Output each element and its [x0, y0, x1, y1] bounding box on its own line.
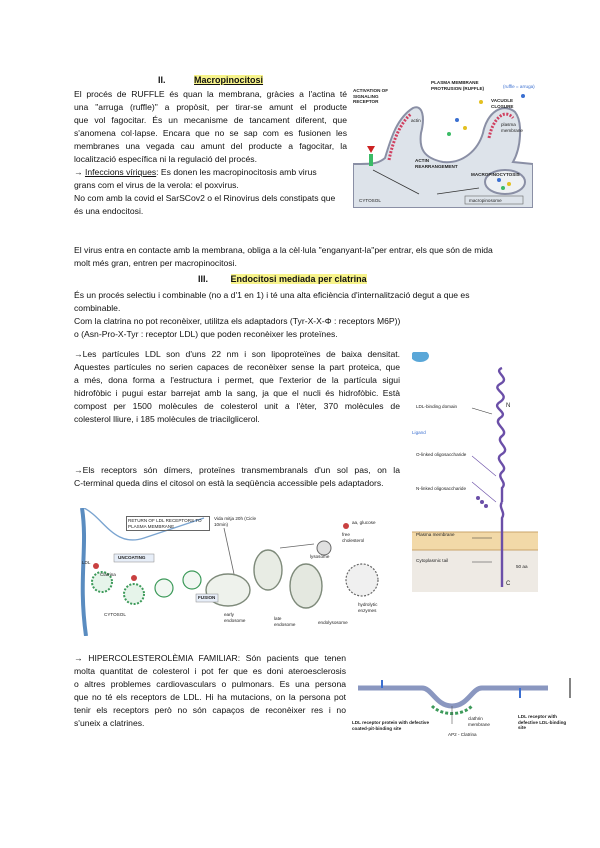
- label-uncoating: UNCOATING: [118, 555, 146, 560]
- text-line: compost per 1500 molècules de colesterol unit a l'èter, 370 molècules de: [74, 401, 400, 411]
- ldl-cycle-figure: [74, 508, 400, 636]
- text-line: →Les partícules LDL son d'uns 22 nm i son lipoproteïnes de baixa densitat.: [74, 349, 400, 359]
- text-line: s'uneix a clatrines.: [74, 718, 145, 728]
- label-half-life: Vida mitja 20h (Cicle 10min): [214, 516, 257, 527]
- label-actin: actin: [411, 118, 421, 123]
- label-defect-1: LDL receptor protein with defective coated-pit-binding site: [352, 720, 430, 731]
- label-macropinosome: macropinosome: [469, 198, 502, 203]
- label-protrusion: PLASMA MEMBRANE PROTRUSION (RUFFLE): [431, 80, 485, 91]
- receptor-paragraph: [74, 464, 400, 490]
- infections-line: [74, 166, 347, 179]
- section2-heading: [158, 74, 263, 87]
- arrow-symbol: →: [74, 167, 83, 177]
- text-line: una "arruga (ruffle)" a propòsit, per tirar-se amunt el producte: [74, 102, 347, 112]
- text-line: molt més gran, entren per macropinocitosi.: [74, 258, 237, 268]
- arrow-symbol: →: [74, 653, 83, 663]
- label-macropinocytosis: MACROPINOCYTOSIS: [471, 172, 520, 177]
- text-line: C-terminal queda dins el citosol on està la seqüència accessible pels adaptadors.: [74, 478, 384, 488]
- label-ldl: LDL: [82, 560, 91, 565]
- text-line: combinable.: [74, 303, 121, 313]
- label-actin-rearrangement: ACTIN REARRANGEMENT: [415, 158, 458, 169]
- text-line: molta quantitat de colesterol i pot fer que es doni ateroesclerosis: [74, 666, 346, 676]
- label-activation: ACTIVATION OF SIGNALING RECEPTOR: [353, 88, 389, 104]
- receptor-defect-figure: [352, 676, 572, 742]
- section3-intro: [74, 289, 530, 341]
- label-n-terminal: N: [506, 403, 511, 409]
- text-line: →Els receptors són dímers, proteïnes transmembranals d'un sol pas, on la: [74, 465, 400, 475]
- section3-heading-number: III.: [198, 274, 209, 284]
- text-line: o (Asn-Pro-X-Tyr : receptor LDL) que poden reconèixer les proteïnes.: [74, 329, 338, 339]
- label-free-chol: free cholesterol: [342, 532, 365, 543]
- section2-heading-number: II.: [158, 75, 166, 85]
- section3-heading-title: Endocitosi mediada per clatrina: [230, 274, 367, 284]
- text-line: El procés de RUFFLE és quan la membrana, gràcies a l'actina té: [74, 89, 347, 99]
- text-line: a més, dona forma a l'estructura i permet, que l'exterior de la partícula sigui: [74, 375, 400, 385]
- label-aa-glucose: aa, glucose: [352, 520, 376, 525]
- section2-para1: [74, 88, 347, 218]
- label-cytosol: CYTOSOL: [104, 612, 126, 617]
- label-ruffle: (ruffle = arruga): [503, 84, 535, 89]
- text-line: Aquestes partícules no serien capaces de reconèixer sense la part proteica, que: [74, 362, 400, 372]
- section3-heading: [198, 273, 367, 286]
- label-lysosome: lysosome: [310, 554, 330, 559]
- label-defect-2: clathrin membrane: [468, 716, 490, 727]
- text-line: és una endocitosi.: [74, 206, 144, 216]
- label-cytoplasmic-tail: Cytoplasmic tail: [416, 558, 449, 563]
- label-defect-4: AP2 - Clatrina: [448, 732, 477, 737]
- text-line: localització específica ni la regulació del procés.: [74, 154, 257, 164]
- text-line: El virus entra en contacte amb la membrana, obliga a la cèl·lula "enganyant-la"per entrar, els que són de mida: [74, 245, 493, 255]
- text-line: grans com el virus de la verola: el poxvirus.: [74, 180, 239, 190]
- label-late-endosome: late endosome: [274, 616, 296, 627]
- label-res-count: 50 aa: [516, 564, 528, 569]
- label-plasma-membrane: plasma membrane: [501, 122, 523, 133]
- text-run: : Es donen les macropinocitosis amb virus: [156, 167, 317, 177]
- text-line: o altres problemes cardiovasculars o pulmonars. Es una persona: [74, 679, 346, 689]
- section2-para4: [74, 244, 530, 270]
- section2-heading-title: Macropinocitosi: [194, 75, 264, 85]
- text-line: s'anomena col·lapse. Encara que no se sap com es fusionen les: [74, 128, 347, 138]
- label-return: RETURN OF LDL RECEPTORS TO PLASMA MEMBRANE: [126, 516, 210, 531]
- label-o-linked: O-linked oligosaccharide: [416, 452, 467, 457]
- text-line: membranes una vegada cau amunt del producte a fagocitar, la: [74, 141, 347, 151]
- macropinocytosis-figure: [353, 78, 533, 208]
- ldl-paragraph: [74, 348, 400, 426]
- label-clatrina: Clatrina: [100, 572, 116, 577]
- text-line: hidrofòbic i pugui estar barrejat amb la sang, ja que el nucli és hidrofòbic. Està: [74, 388, 400, 398]
- text-line: tenir els receptors però no són capaços de reconèixer res i no: [74, 705, 346, 715]
- text-line: Com la clatrina no pot reconèixer, utilitza els adaptadors (Tyr-X-X-Φ : receptors M6P)): [74, 316, 401, 326]
- text-line: que vol fagocitar. És un mecanisme de tancament diferent, que: [74, 115, 347, 125]
- hiper-paragraph: [74, 652, 346, 730]
- label-n-linked: N-linked oligosaccharide: [416, 486, 467, 491]
- text-run: : Són pacients que tenen: [237, 653, 346, 663]
- label-fusion: FUSION: [198, 595, 216, 600]
- text-line: És un procés selectiu i combinable (no a d'1 en 1) i té una alta eficiència d'internalització degut a que es: [74, 290, 470, 300]
- label-vacuole-closure: VACUOLE CLOSURE: [491, 98, 514, 109]
- text-line: colesterol lliure, i 185 molècules de triacilglicerol.: [74, 414, 260, 424]
- text-line: No com amb la covid el SarSCov2 o el Rinovirus dels constipats que: [74, 193, 336, 203]
- ldl-receptor-diagram: [412, 352, 538, 592]
- label-hydrolytic: hydrolytic enzymes: [358, 602, 378, 613]
- label-c-terminal: C: [506, 581, 511, 587]
- label-ldl-binding-domain: LDL-binding domain: [416, 404, 458, 409]
- hiper-line: [74, 652, 346, 665]
- label-defect-3: LDL receptor with defective LDL-binding site: [518, 714, 567, 730]
- infections-label: Infeccions víriques: [84, 167, 157, 177]
- label-endolysosome: endolysosome: [318, 620, 348, 625]
- label-early-endosome: early endosome: [224, 612, 246, 623]
- text-line: que no té els receptors de LDL. Hi ha mutacions, on la persona pot: [74, 692, 346, 702]
- hiper-label: HIPERCOLESTEROLÈMIA FAMILIAR: [88, 653, 238, 663]
- label-cytosol: CYTOSOL: [359, 198, 381, 203]
- label-ligand: Ligand: [412, 430, 426, 435]
- label-plasma-membrane: Plasma membrane: [416, 532, 455, 537]
- ldl-receptor-figure: [412, 352, 538, 592]
